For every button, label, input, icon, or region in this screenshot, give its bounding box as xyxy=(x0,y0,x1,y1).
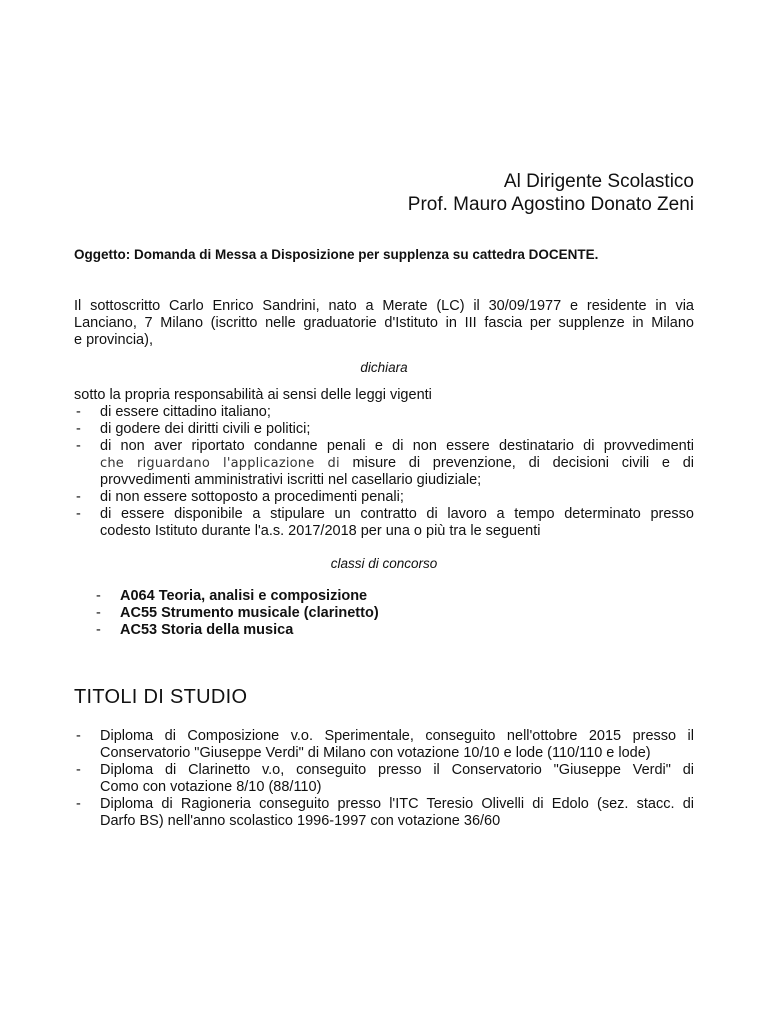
title-text: Conservatorio "Giuseppe Verdi" di Milano con votazione 10/10 e lode (110/110 e lode) xyxy=(100,745,651,761)
declaration-text-line xyxy=(100,455,694,472)
intro-line: e provincia), xyxy=(74,332,153,348)
list-item xyxy=(74,796,694,830)
list-item xyxy=(96,588,379,605)
declaration-fragment: che riguardano l'applicazione di xyxy=(100,456,340,471)
declaration-text: di essere disponibile a stipulare un contratto di lavoro a tempo determinato presso xyxy=(100,506,694,522)
recipient-block xyxy=(408,170,694,216)
section-title: TITOLI DI STUDIO xyxy=(74,686,248,708)
list-dash: - xyxy=(76,506,81,522)
list-dash: - xyxy=(96,588,101,604)
list-dash: - xyxy=(76,404,81,420)
class-code-text: A064 Teoria, analisi e composizione xyxy=(120,588,368,604)
recipient-name: Prof. Mauro Agostino Donato Zeni xyxy=(407,194,694,215)
intro-paragraph xyxy=(74,298,694,349)
declares-label: dichiara xyxy=(360,360,408,375)
list-item xyxy=(96,605,379,622)
declaration-fragment: misure di prevenzione, di decisioni civili e di xyxy=(352,455,695,471)
declaration-text: di non essere sottoposto a procedimenti penali; xyxy=(100,489,404,505)
list-item xyxy=(96,622,379,639)
titles-list xyxy=(74,728,694,830)
title-text: Diploma di Clarinetto v.o, conseguito presso il Conservatorio "Giuseppe Verdi" di xyxy=(100,762,694,778)
list-item xyxy=(74,421,694,438)
declaration-text: codesto Istituto durante l'a.s. 2017/2018 per una o più tra le seguenti xyxy=(100,523,541,539)
declaration-text: di godere dei diritti civili e politici; xyxy=(100,421,311,437)
title-text: Darfo BS) nell'anno scolastico 1996-1997 con votazione 36/60 xyxy=(100,813,501,829)
list-item xyxy=(74,506,694,540)
declaration-text: provvedimenti amministrativi iscritti nel casellario giudiziale; xyxy=(100,472,482,488)
intro-line: Lanciano, 7 Milano (iscritto nelle graduatorie d'Istituto in III fascia per supplenze in Milano xyxy=(74,315,694,331)
title-text: Diploma di Composizione v.o. Sperimentale, conseguito nell'ottobre 2015 presso il xyxy=(100,728,694,744)
title-text: Como con votazione 8/10 (88/110) xyxy=(100,779,322,795)
class-code-text: AC55 Strumento musicale (clarinetto) xyxy=(120,605,379,621)
declaration-text: di non aver riportato condanne penali e di non essere destinatario di provvedimenti xyxy=(100,438,694,454)
list-item xyxy=(74,438,694,489)
classes-list xyxy=(96,588,379,639)
list-dash: - xyxy=(96,605,101,621)
list-item xyxy=(74,489,694,506)
list-dash: - xyxy=(76,489,81,505)
subject-line: Oggetto: Domanda di Messa a Disposizione per supplenza su cattedra DOCENTE. xyxy=(74,247,599,262)
class-code-text: AC53 Storia della musica xyxy=(120,622,294,638)
list-dash: - xyxy=(76,438,81,454)
declaration-intro: sotto la propria responsabilità ai sensi delle leggi vigenti xyxy=(74,387,432,403)
list-item xyxy=(74,762,694,796)
recipient-title: Al Dirigente Scolastico xyxy=(503,171,694,192)
list-item xyxy=(74,404,694,421)
declaration-list xyxy=(74,404,694,540)
list-dash: - xyxy=(76,762,81,778)
list-item xyxy=(74,728,694,762)
list-dash: - xyxy=(96,622,101,638)
list-dash: - xyxy=(76,796,81,812)
list-dash: - xyxy=(76,421,81,437)
intro-line: Il sottoscritto Carlo Enrico Sandrini, nato a Merate (LC) il 30/09/1977 e residente in via xyxy=(74,298,694,314)
list-dash: - xyxy=(76,728,81,744)
declaration-text: di essere cittadino italiano; xyxy=(100,404,271,420)
title-text: Diploma di Ragioneria conseguito presso l'ITC Teresio Olivelli di Edolo (sez. stacc. di xyxy=(100,796,694,812)
classes-label: classi di concorso xyxy=(330,556,438,571)
